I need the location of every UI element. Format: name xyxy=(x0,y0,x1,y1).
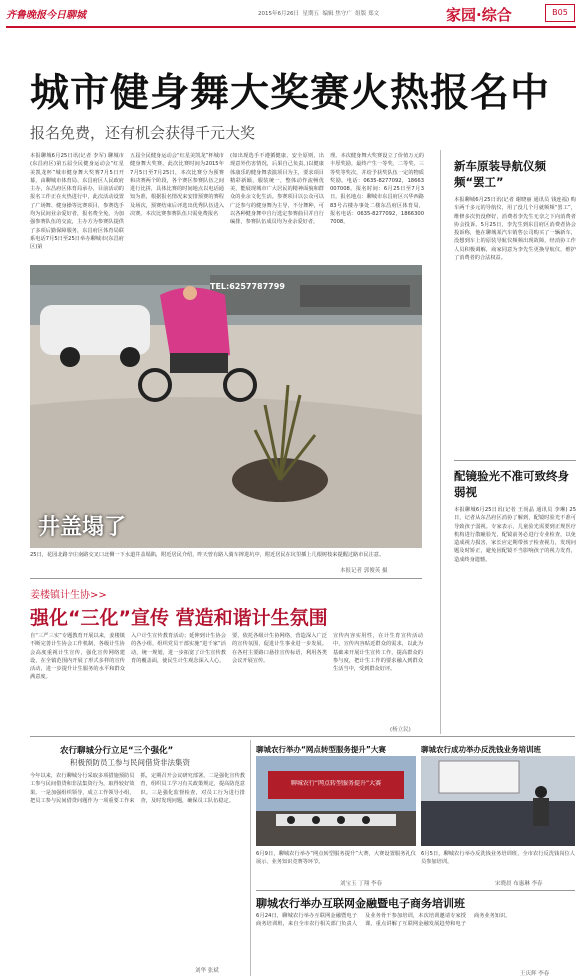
masthead-rule xyxy=(6,26,576,28)
photo1-headline: 聊城农行举办“网点转型服务提升”大赛 xyxy=(256,745,386,754)
lead-subheadline: 报名免费，还有机会获得千元大奖 xyxy=(30,124,256,142)
lead-column-4: 理。本次健身舞大奖赛设立了价值万元的丰厚奖励。最终产生一等奖、二等奖、三等奖等奖次，并给予获奖队伍一定的物质奖励。电话：0635-8277092，18663007008。报名时间：6月25日至7月3日。报名地点：聊城市东昌府区兴华西路83号古楼办事处二楼东昌府区体育局，报名电话：0635-8277092，18663007008。 xyxy=(330,153,424,226)
rural-body: 今年以来，农行聊城分行采取多项措施预防员工参与民间借贷和非法集资行为，取得较好效果。一是加强组织领导，成立工作领导小组，把员工参与民间借贷问题作为一项重要工作来抓，定期召开会议研究部署。二是强化宣传教育，组织员工学习有关政策规定，提高防范意识。三是强化监督检查，对员工行为进行排查，及时发现问题，确保员工队伍稳定。 xyxy=(30,773,245,804)
lead-column-2: 五届全民健身运动会“红星美凯龙”杯城市健身舞大奖赛。此次比赛时间为2015年7月5日至7月25日，本次比赛分为预赛和决赛两个阶段，各个赛区参赛队伍之间进行比拼，具体比赛的时间地点以电话通知为准，根据报名情况来安排预赛的赛程及场次，预赛结束后评选出优秀队伍进入决赛。本次比赛参赛队伍只需免费报名 xyxy=(130,153,224,218)
ecom-headline: 聊城农行举办互联网金融暨电子商务培训班 xyxy=(256,897,465,910)
birth-column-3: 要，依托各级计生协网络，营造深入广泛的宣传氛围，促进计生事业进一步发展。在各村主要路口悬挂宣传标语，利用各类会议开展宣传。 xyxy=(232,633,327,664)
ecom-body: 6月24日，聊城农行举办互联网金融暨电子商务培训班，来自全市农行相关部门负责人及业务骨干参加培训，本次培训邀请专家授课，重点讲解了互联网金融发展趋势和电子商务业务知识。 xyxy=(256,913,511,928)
photo-caption: 25日，花园北路辛庄南路交叉口北侧一下水道井盖塌陷，附近居民介绍，昨天曾有路人骑车摔进坑中，附近居民在坑里插上几根树枝来提醒过路市民注意。 xyxy=(30,552,385,558)
photo-byline: 本报记者 郭俊英 摄 xyxy=(340,568,388,574)
lead-column-3: (如出现选手不遵循健康、安全原则，出现意外伤害情况，后果自己负责。)以健康体康乐的健身舞表演项目为主，要求项目精彩新颖，服装统一，整体动作流畅优美，能展现城市广大居民的精神面貌和群众的业余文化生活。参赛项目以公众可以广泛参与的健身舞为主导，不分舞种，可以各种健身舞中自行选定参赛曲目并自行编排，参赛队伍成员均为业余爱好者。 xyxy=(230,153,324,226)
ecom-byline: 王庆辉 李春 xyxy=(520,971,550,977)
photo1 xyxy=(256,756,416,846)
birth-column-2: 入户计生宣传教育活动；延伸到计生协会的各小组，组织党员干部实施“进千家”活动，统一规划，进一步拓宽了计生宣传教育的覆盖面，使民生计生观念深入人心。 xyxy=(131,633,226,664)
photo2-caption: 6月5日，聊城农行举办反洗钱业务培训班，全市农行反洗钱岗位人员参加培训。 xyxy=(421,851,575,866)
lead-headline: 城市健身舞大奖赛火热报名中 xyxy=(30,71,551,116)
issue-weekday: 星期五 xyxy=(302,11,320,17)
rural-headline: 农行聊城分行立足“三个强化” xyxy=(60,746,174,756)
photo1-byline: 刘宝玉 丁翔 李春 xyxy=(340,881,382,887)
photo2-byline: 宋晓晨 布惠琳 李春 xyxy=(495,881,543,887)
newspaper-logo: 齐鲁晚报今日聊城 xyxy=(6,10,86,21)
shop-sign: TEL:6257787799 xyxy=(210,282,285,291)
lead-photo xyxy=(30,265,422,548)
page-number-box xyxy=(545,4,575,22)
birth-column-4: 宣传内容实用性，在计生育宣传活动中，宣传内容贴近群众的需求，以此为基础来开展计生宣传工作，提高群众的参与度，把计生工作的要求融入到群众生活当中，受到群众好评。 xyxy=(333,633,423,673)
section-title: 家园·综合 xyxy=(446,6,512,24)
sidebar2-headline: 配镜验光不准可致终身弱视 xyxy=(454,469,569,499)
photo2-headline: 聊城农行成功举办反洗钱业务培训班 xyxy=(421,745,541,754)
birth-column-1: 自“三严三实”专题教育开展以来，姜楼镇不断完善计生协会工作机制，各级计生协会高度重视计生宣传，强化宣传网络建设，在全镇范围内开展了形式多样的宣传活动，进一步提升计生服务的水平和群众满意度。 xyxy=(30,633,125,681)
issue-date: 2015年6月26日 xyxy=(258,11,299,17)
sidebar1-body: 本报聊城6月25日讯(记者 谢晓丽 通讯员 钱连福) 购车两千多元的导航仪，用了没几个月就频频“罢工”，维修多次仍没修好，消费者李先生无奈之下向消费者协会投诉。5月25日，李先生到东昌府区消费者协会投诉称，他在聊城某汽车销售公司购买了一辆新车，没想到车上的原装导航仪频频出现故障，经消协工作人员积极调解，商家同意为李先生更换导航仪，维护了消费者的合法权益。 xyxy=(454,197,576,262)
rural-byline: 刘华 张斌 xyxy=(195,968,219,974)
photo1-caption: 6月9日，聊城农行举办“网点转型服务提升”大赛，大赛设置服务礼仪展示、业务知识竞赛等环节。 xyxy=(256,851,416,866)
birth-byline: (杨立民) xyxy=(390,727,411,733)
photo-title: 井盖塌了 xyxy=(38,515,127,540)
designer-name: 郑文 xyxy=(368,11,380,17)
lead-photo-art xyxy=(30,265,422,548)
sidebar1-headline: 新车原装导航仪频频“罢工” xyxy=(454,159,546,189)
birth-kicker: 姜楼镇计生协>> xyxy=(30,590,107,601)
page-number: B05 xyxy=(552,8,568,17)
photo2 xyxy=(421,756,575,846)
rural-subheadline: 积极预防员工参与民间借贷非法集资 xyxy=(70,758,190,767)
sidebar2-body: 本报聊城6月25日讯(记者 王尚晶 通讯员 李琳) 25日，记者从东昌府区消协了解到，配镜时验光不准可导致孩子弱视。专家表示，儿童验光需要到正规医疗机构进行散瞳验光，配镜前务必进行专业检查，以免造成视力损害，家长应定期带孩子检查视力，发现问题及时矫正，避免因配镜不当影响孩子的视力发育，造成终身遗憾。 xyxy=(454,507,576,563)
photo1-banner-text: 聊城农行“网点转型服务提升”大赛 xyxy=(290,780,382,787)
birth-headline: 强化“三化”宣传 营造和谐计生氛围 xyxy=(30,607,328,629)
lead-column-1: 本报聊城6月25日讯(记者 李军) 聊城市(东昌府区)第五届全民健身运动会“红星美凯龙杯”城市健身舞大奖赛7月5日开幕，由聊城市体育局、东昌府区人民政府主办，东昌府区体育局承办，目前活动的报名工作正在火热进行中，此次活动设置了广场舞、健身操等比赛项目，参赛选手均为民间业余爱好者，报名费全免。为加强参赛队伍的交流，主办方为参赛队提供了多项后勤保障服务，东昌府区体育局联系电话7月5日至25日举办聊城市(东昌府区)第 xyxy=(30,153,124,251)
editor-name: 焦守广 xyxy=(335,11,352,17)
